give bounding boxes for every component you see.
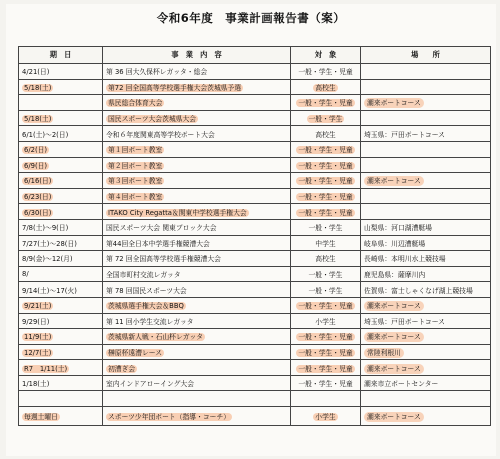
table-row [19,313,491,329]
content-cell [103,173,291,189]
content-cell [103,235,291,251]
date-cell-text: 7/27(土)〜28(日) [22,239,77,248]
venue-cell [361,313,491,329]
target-cell [291,173,361,189]
target-cell [291,251,361,267]
target-cell [291,407,361,426]
content-cell [103,313,291,329]
venue-cell-text: 潮来ボートコース [364,98,424,108]
venue-cell-text: 潮来市立ボートセンター [364,380,439,389]
date-cell-text: 12/7(土) [24,348,52,357]
date-cell-text: 6/1(土)〜2(日) [22,130,69,139]
venue-cell-text: 埼玉県：戸田ボートコース [364,130,445,139]
target-cell-text: 高校生 [315,130,336,139]
date-cell [19,360,103,376]
target-cell [291,391,361,407]
date-cell [19,313,103,329]
table-body [19,64,491,426]
content-cell [103,375,291,391]
target-cell [291,375,361,391]
document-page [6,4,496,456]
date-cell [19,95,103,111]
target-cell-text: 一般・学生・児童 [298,348,353,357]
content-cell-text: 令和６年度関東高等学校ボート大会 [106,130,215,139]
table-row [19,173,491,189]
table-row [19,188,491,204]
content-cell-text: 第 78 回国民スポーツ大会 [106,286,187,295]
target-cell-text: 一般・学生 [308,286,343,295]
target-cell-text: 中学生 [315,239,336,248]
date-cell-text: R7 1/11(土) [24,364,68,373]
content-cell [103,297,291,313]
content-cell-text: 第 11 回小学生交流レガッタ [106,317,194,326]
venue-cell [361,251,491,267]
venue-cell-text: 潮来ボートコース [364,332,424,342]
target-cell [291,329,361,345]
venue-cell-text: 埼玉県：戸田ボートコース [364,317,445,326]
table-row [19,95,491,111]
target-cell-text: 高校生 [315,255,336,264]
date-cell [19,79,103,95]
date-cell-text: 11/9(土) [24,333,52,342]
date-cell [19,266,103,282]
table-row [19,235,491,251]
venue-cell [361,219,491,235]
target-cell [291,297,361,313]
content-cell-text: 全国市町村交流レガッタ [106,271,181,280]
target-cell [291,282,361,298]
target-cell-text: 一般・学生・児童 [298,208,353,217]
table-row [19,360,491,376]
date-cell-text: 6/30(日) [24,208,52,217]
target-cell-text: 一般・学生・児童 [298,364,353,373]
target-cell [291,79,361,95]
date-cell-text: 9/29(日) [22,317,50,326]
content-cell [103,391,291,407]
venue-cell [361,188,491,204]
content-cell-text: 茨城県選手権大会＆BBQ [108,302,184,311]
target-cell [291,95,361,111]
content-cell [103,329,291,345]
table-row [19,219,491,235]
venue-cell [361,266,491,282]
date-cell-text: 6/16(日) [24,177,52,186]
target-cell [291,157,361,173]
date-cell [19,407,103,426]
content-cell [103,110,291,126]
date-cell-text: 5/18(土) [24,83,52,92]
table-row [19,64,491,80]
content-cell-text: 第１回ボート教室 [108,146,163,155]
content-cell [103,266,291,282]
header-venue: 場 所 [361,47,491,64]
content-cell [103,95,291,111]
date-cell-text: 7/8(土)〜9(日) [22,224,69,233]
content-cell-text: 第４回ボート教室 [108,193,163,202]
date-cell [19,235,103,251]
target-cell [291,344,361,360]
target-cell-text: 一般・学生・児童 [298,380,353,389]
venue-cell-text: 潮来ボートコース [364,301,424,311]
target-cell [291,219,361,235]
content-cell-text: 室内インドアローイング大会 [106,380,195,389]
venue-cell-text: 佐賀県：富士しゃくなげ湖上競技場 [364,286,473,295]
date-cell-text: 1/18(土) [22,380,50,389]
venue-cell [361,79,491,95]
target-cell [291,126,361,142]
content-cell [103,157,291,173]
table-row [19,266,491,282]
content-cell-text: ITAKO City Regatta＆関東中学校選手権大会 [108,208,247,217]
target-cell [291,360,361,376]
content-cell-text: 第２回ボート教室 [108,161,163,170]
date-cell [19,251,103,267]
date-cell [19,188,103,204]
content-cell-text: 第３回ボート教室 [108,177,163,186]
date-cell-text: 6/9(日) [24,161,48,170]
content-cell-text: 茨城県新人戦・石山杯レガッタ [108,333,204,342]
venue-cell [361,235,491,251]
table-row [19,344,491,360]
table-row [19,329,491,345]
target-cell-text: 一般・学生・児童 [298,193,353,202]
target-cell-text: 高校生 [315,83,336,92]
target-cell-text: 一般・学生・児童 [298,68,353,77]
table-row [19,79,491,95]
content-cell [103,64,291,80]
content-cell [103,188,291,204]
venue-cell [361,157,491,173]
target-cell-text: 一般・学生・児童 [298,333,353,342]
venue-cell [361,173,491,189]
content-cell-text: 第 36 回大久保杯レガッタ・総会 [106,68,208,77]
table-row [19,126,491,142]
date-cell-text: 4/21(日) [22,68,50,77]
date-cell [19,204,103,220]
date-cell-text: 毎週土曜日 [24,413,58,422]
target-cell [291,313,361,329]
content-cell-text: 県民総合体育大会 [108,99,163,108]
venue-cell [361,297,491,313]
target-cell-text: 小学生 [315,413,336,422]
date-cell [19,157,103,173]
date-cell [19,375,103,391]
venue-cell [361,110,491,126]
target-cell-text: 小学生 [315,317,336,326]
document-title: 令和6年度 事業計画報告書（案） [156,11,346,25]
venue-cell-text: 潮来ボートコース [364,364,424,374]
date-cell [19,173,103,189]
venue-cell [361,329,491,345]
venue-cell-text: 岐阜県：川辺漕艇場 [364,239,426,248]
table-row [19,282,491,298]
date-cell-text: 8/ [22,270,29,279]
date-cell [19,391,103,407]
venue-cell [361,141,491,157]
target-cell [291,204,361,220]
target-cell-text: 一般・学生・児童 [298,302,353,311]
content-cell [103,141,291,157]
content-cell [103,407,291,426]
content-cell-text: 第72 回全国高等学校選手権大会茨城県予選 [108,83,242,92]
table-row [19,391,491,407]
target-cell-text: 一般・学生・児童 [298,161,353,170]
target-cell [291,110,361,126]
content-cell-text: 榊原杯遠漕レース [108,348,163,357]
table-row [19,110,491,126]
date-cell-text: 6/2(日) [24,146,48,155]
target-cell [291,141,361,157]
table-row [19,375,491,391]
target-cell [291,64,361,80]
table-row [19,204,491,220]
content-cell [103,282,291,298]
venue-cell [361,282,491,298]
content-cell-text: 第44回全日本中学選手権競漕大会 [106,239,210,248]
content-cell [103,219,291,235]
content-cell-text: 国民スポーツ大会 関東ブロック大会 [106,224,217,233]
venue-cell-text: 常陸利根川 [364,348,404,358]
table-row [19,407,491,426]
venue-cell [361,407,491,426]
target-cell-text: 一般・学生 [308,224,343,233]
date-cell-text: 9/14(土)〜17(火) [22,286,77,295]
venue-cell [361,375,491,391]
date-cell [19,344,103,360]
date-cell [19,141,103,157]
date-cell [19,297,103,313]
target-cell [291,235,361,251]
table-row [19,141,491,157]
date-cell-text: 8/9(金)〜12(月) [22,255,73,264]
content-cell-text: 国民スポーツ大会茨城県大会 [108,115,197,124]
venue-cell-text: 潮来ボートコース [364,412,424,422]
schedule-table [18,46,491,426]
header-target: 対 象 [291,47,361,64]
content-cell [103,251,291,267]
content-cell [103,126,291,142]
date-cell [19,64,103,80]
venue-cell [361,95,491,111]
content-cell-text: 第 72 回全国高等学校選手権競漕大会 [106,255,221,264]
venue-cell [361,204,491,220]
date-cell [19,282,103,298]
target-cell-text: 一般・学生・児童 [298,99,353,108]
venue-cell-text: 山梨県：河口湖漕艇場 [364,224,432,233]
target-cell [291,188,361,204]
target-cell-text: 一般・学生 [308,115,343,124]
date-cell-text: 5/18(土) [24,115,52,124]
content-cell-text: スポーツ少年団ボート（指導・コーチ） [108,413,231,422]
venue-cell-text: 鹿児島県：薩摩川内 [364,271,426,280]
header-date: 期 日 [19,47,103,64]
content-cell [103,360,291,376]
content-cell-text: 初漕ぎ会 [108,364,136,373]
venue-cell [361,391,491,407]
target-cell [291,266,361,282]
target-cell-text: 一般・学生・児童 [298,146,353,155]
venue-cell-text: 長崎県：本明川水上競技場 [364,255,446,264]
content-cell [103,204,291,220]
table-row [19,251,491,267]
target-cell-text: 一般・学生 [308,271,343,280]
content-cell [103,79,291,95]
date-cell [19,219,103,235]
venue-cell [361,126,491,142]
venue-cell-text: 潮来ボートコース [364,176,424,186]
date-cell [19,329,103,345]
date-cell [19,110,103,126]
date-cell-text: 9/21(土) [24,302,52,311]
date-cell [19,126,103,142]
table-row [19,297,491,313]
venue-cell [361,64,491,80]
table-row [19,157,491,173]
header-content: 事 業 内 容 [103,47,291,64]
venue-cell [361,344,491,360]
date-cell-text: 6/23(日) [24,193,52,202]
table-header-row [19,47,491,64]
target-cell-text: 一般・学生・児童 [298,177,353,186]
venue-cell [361,360,491,376]
content-cell [103,344,291,360]
